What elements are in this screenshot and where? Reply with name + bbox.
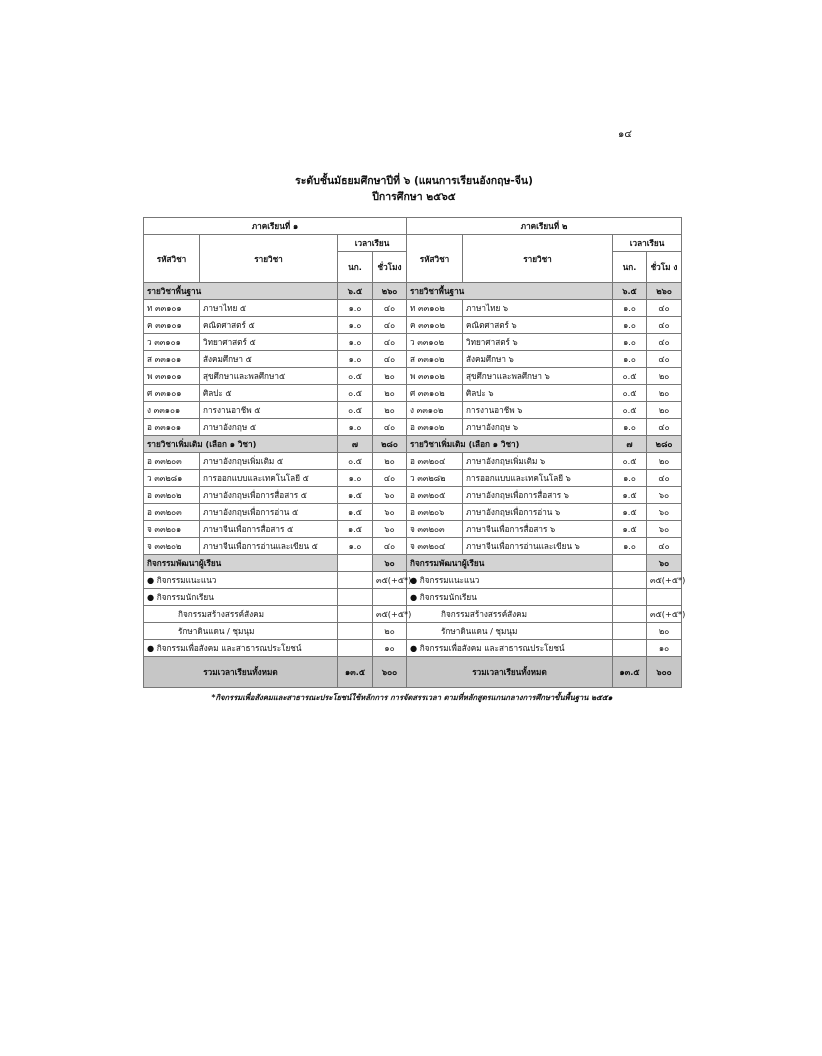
- course-hours: ๒๐: [647, 453, 682, 470]
- creative-activity-hours-s2: ๓๕(+๕*): [647, 606, 682, 623]
- col-credits-s1: นก.: [338, 252, 373, 283]
- course-code: ศ ๓๓๑๐๑: [144, 385, 200, 402]
- course-code: ว ๓๓๒๘๑: [144, 470, 200, 487]
- creative-activity-credits-s2: [613, 606, 647, 623]
- guidance-activity-hours-s2: ๓๕(+๕*): [647, 572, 682, 589]
- activities-header: [144, 555, 682, 572]
- course-credits: ๑.๐: [338, 538, 373, 555]
- student-activity-hours-s1: [373, 589, 407, 606]
- course-name: ภาษาอังกฤษเพิ่มเติม ๖: [463, 453, 613, 470]
- course-code: จ ๓๓๒๐๓: [407, 521, 463, 538]
- guidance-activity-label-s1: ● กิจกรรมแนะแนว: [144, 572, 338, 589]
- creative-activity-label-s2: กิจกรรมสร้างสรรค์สังคม: [407, 606, 613, 623]
- course-credits: ๐.๕: [613, 368, 647, 385]
- guidance-activity-credits-s2: [613, 572, 647, 589]
- course-credits: ๐.๕: [338, 368, 373, 385]
- activities-hours-s1: ๖๐: [373, 555, 407, 572]
- total-label-s1: รวมเวลาเรียนทั้งหมด: [144, 657, 338, 688]
- col-hours-s2: ชั่วโม ง: [647, 252, 682, 283]
- activities-label-s2: กิจกรรมพัฒนาผู้เรียน: [407, 555, 613, 572]
- course-code: ว ๓๓๒๘๒: [407, 470, 463, 487]
- course-hours: ๔๐: [647, 317, 682, 334]
- course-hours: ๔๐: [373, 317, 407, 334]
- course-credits: ๑.๕: [338, 487, 373, 504]
- course-name: คณิตศาสตร์ ๖: [463, 317, 613, 334]
- course-hours: ๖๐: [373, 504, 407, 521]
- course-name: วิทยาศาสตร์ ๕: [200, 334, 338, 351]
- social-activity-credits-s2: [613, 640, 647, 657]
- course-code: ง ๓๓๑๐๑: [144, 402, 200, 419]
- course-credits: ๑.๕: [613, 487, 647, 504]
- total-label-s2: รวมเวลาเรียนทั้งหมด: [407, 657, 613, 688]
- academic-year: ปีการศึกษา ๒๕๖๕: [372, 191, 456, 203]
- course-credits: ๑.๕: [613, 504, 647, 521]
- course-hours: ๒๐: [647, 385, 682, 402]
- guidance-activity-hours-s1: ๓๕(+๕*): [373, 572, 407, 589]
- course-name: ภาษาอังกฤษเพิ่มเติม ๕: [200, 453, 338, 470]
- course-name: สุขศึกษาและพลศึกษา ๖: [463, 368, 613, 385]
- course-hours: ๔๐: [647, 538, 682, 555]
- course-hours: ๔๐: [373, 300, 407, 317]
- course-hours: ๔๐: [373, 351, 407, 368]
- activities-credits-s1: [338, 555, 373, 572]
- territorial-activity-label-s1: รักษาดินแดน / ชุมนุม: [144, 623, 338, 640]
- course-name: ภาษาจีนเพื่อการอ่านและเขียน ๖: [463, 538, 613, 555]
- total-credits-s1: ๑๓.๕: [338, 657, 373, 688]
- course-code: ท ๓๓๑๐๒: [407, 300, 463, 317]
- course-code: ศ ๓๓๑๐๒: [407, 385, 463, 402]
- course-code: อ ๓๓๒๐๓: [144, 453, 200, 470]
- territorial-activity-hours-s2: ๒๐: [647, 623, 682, 640]
- course-hours: ๔๐: [373, 334, 407, 351]
- course-name: ภาษาอังกฤษ ๖: [463, 419, 613, 436]
- section-hours-s1: ๒๖๐: [373, 283, 407, 300]
- total-hours-s1: ๖๐๐: [373, 657, 407, 688]
- col-hours-s1: ชั่วโมง: [373, 252, 407, 283]
- additional-subjects-header: [144, 436, 682, 453]
- course-hours: ๔๐: [373, 470, 407, 487]
- course-name: วิทยาศาสตร์ ๖: [463, 334, 613, 351]
- course-credits: ๑.๐: [613, 419, 647, 436]
- course-row: [144, 334, 682, 351]
- course-name: ภาษาอังกฤษเพื่อการสื่อสาร ๖: [463, 487, 613, 504]
- curriculum-table: [143, 217, 686, 688]
- course-name: ภาษาอังกฤษเพื่อการอ่าน ๖: [463, 504, 613, 521]
- social-activity: [144, 640, 682, 657]
- course-credits: ๑.๐: [613, 351, 647, 368]
- course-name: ศิลปะ ๕: [200, 385, 338, 402]
- course-name: การงานอาชีพ ๖: [463, 402, 613, 419]
- territorial-activity-credits-s2: [613, 623, 647, 640]
- col-credits-s2: นก.: [613, 252, 647, 283]
- guidance-activity: [144, 572, 682, 589]
- course-hours: ๖๐: [647, 504, 682, 521]
- course-name: สังคมศึกษา ๖: [463, 351, 613, 368]
- col-study-time-s2: เวลาเรียน: [613, 235, 682, 252]
- territorial-activity-hours-s1: ๒๐: [373, 623, 407, 640]
- course-hours: ๒๐: [647, 368, 682, 385]
- section-hours-s2: ๒๘๐: [647, 436, 682, 453]
- footnote: *กิจกรรมเพื่อสังคมและสาธารณะประโยชน์ใช้หลักการ การจัดสรรเวลา ตามที่หลักสูตรแกนกลางการศึกษาขั้นพื้นฐาน ๒๕๕๑: [211, 693, 613, 702]
- course-row: [144, 453, 682, 470]
- course-credits: ๑.๐: [338, 351, 373, 368]
- course-credits: ๑.๐: [613, 300, 647, 317]
- course-row: [144, 538, 682, 555]
- social-activity-hours-s2: ๑๐: [647, 640, 682, 657]
- course-hours: ๒๐: [647, 402, 682, 419]
- col-code-s2: รหัสวิชา: [407, 235, 463, 283]
- course-credits: ๑.๐: [338, 470, 373, 487]
- course-row: [144, 368, 682, 385]
- course-hours: ๖๐: [373, 521, 407, 538]
- course-name: ภาษาจีนเพื่อการอ่านและเขียน ๕: [200, 538, 338, 555]
- course-name: สังคมศึกษา ๕: [200, 351, 338, 368]
- course-row: [144, 419, 682, 436]
- course-hours: ๔๐: [647, 351, 682, 368]
- student-activity-credits-s1: [338, 589, 373, 606]
- student-activity: [144, 589, 682, 606]
- course-code: ง ๓๓๑๐๒: [407, 402, 463, 419]
- semester-2-header: ภาคเรียนที่ ๒: [407, 218, 682, 235]
- course-credits: ๑.๐: [613, 470, 647, 487]
- total-hours-s2: ๖๐๐: [647, 657, 682, 688]
- course-hours: ๖๐: [647, 487, 682, 504]
- creative-activity-label-s1: กิจกรรมสร้างสรรค์สังคม: [144, 606, 338, 623]
- course-row: [144, 385, 682, 402]
- creative-activity-hours-s1: ๓๕(+๕*): [373, 606, 407, 623]
- course-credits: ๑.๐: [613, 317, 647, 334]
- course-hours: ๖๐: [647, 521, 682, 538]
- course-name: การออกแบบและเทคโนโลยี ๕: [200, 470, 338, 487]
- social-activity-label-s1: ● กิจกรรมเพื่อสังคม และสาธารณประโยชน์: [144, 640, 338, 657]
- course-code: ส ๓๓๑๐๒: [407, 351, 463, 368]
- course-code: ค ๓๓๑๐๑: [144, 317, 200, 334]
- course-name: ภาษาไทย ๕: [200, 300, 338, 317]
- guidance-activity-label-s2: ● กิจกรรมแนะแนว: [407, 572, 613, 589]
- course-name: สุขศึกษาและพลศึกษา๕: [200, 368, 338, 385]
- section-credits-s1: ๖.๕: [338, 283, 373, 300]
- basic-subjects-header: [144, 283, 682, 300]
- course-code: ค ๓๓๑๐๒: [407, 317, 463, 334]
- course-credits: ๐.๕: [613, 402, 647, 419]
- course-credits: ๑.๐: [338, 334, 373, 351]
- course-row: [144, 470, 682, 487]
- course-code: ส ๓๓๑๐๑: [144, 351, 200, 368]
- course-code: อ ๓๓๒๐๓: [144, 504, 200, 521]
- territorial-activity-label-s2: รักษาดินแดน / ชุมนุม: [407, 623, 613, 640]
- social-activity-hours-s1: ๑๐: [373, 640, 407, 657]
- course-name: ภาษาอังกฤษเพื่อการอ่าน ๕: [200, 504, 338, 521]
- course-code: ว ๓๓๑๐๑: [144, 334, 200, 351]
- course-row: [144, 300, 682, 317]
- course-name: ภาษาจีนเพื่อการสื่อสาร ๖: [463, 521, 613, 538]
- course-hours: ๔๐: [373, 419, 407, 436]
- course-hours: ๒๐: [373, 385, 407, 402]
- course-credits: ๑.๕: [613, 521, 647, 538]
- course-code: พ ๓๓๑๐๑: [144, 368, 200, 385]
- course-code: อ ๓๓๒๐๖: [407, 504, 463, 521]
- course-hours: ๒๐: [373, 402, 407, 419]
- course-credits: ๑.๕: [338, 504, 373, 521]
- student-activity-credits-s2: [613, 589, 647, 606]
- course-code: จ ๓๓๒๐๑: [144, 521, 200, 538]
- activities-label-s1: กิจกรรมพัฒนาผู้เรียน: [144, 555, 338, 572]
- course-hours: ๔๐: [647, 419, 682, 436]
- course-credits: ๐.๕: [338, 453, 373, 470]
- course-name: ภาษาอังกฤษ ๕: [200, 419, 338, 436]
- guidance-activity-credits-s1: [338, 572, 373, 589]
- course-code: พ ๓๓๑๐๒: [407, 368, 463, 385]
- section-hours-s1: ๒๘๐: [373, 436, 407, 453]
- social-activity-credits-s1: [338, 640, 373, 657]
- course-credits: ๑.๐: [613, 538, 647, 555]
- course-code: อ ๓๓๒๐๕: [407, 487, 463, 504]
- course-name: การออกแบบและเทคโนโลยี ๖: [463, 470, 613, 487]
- course-credits: ๑.๐: [338, 300, 373, 317]
- course-credits: ๐.๕: [338, 402, 373, 419]
- total-row: [144, 657, 682, 688]
- course-name: ภาษาไทย ๖: [463, 300, 613, 317]
- course-code: อ ๓๓๑๐๑: [144, 419, 200, 436]
- activities-hours-s2: ๖๐: [647, 555, 682, 572]
- course-code: ว ๓๓๑๐๒: [407, 334, 463, 351]
- course-credits: ๑.๐: [338, 317, 373, 334]
- course-name: ภาษาอังกฤษเพื่อการสื่อสาร ๕: [200, 487, 338, 504]
- course-row: [144, 487, 682, 504]
- col-subject-s2: รายวิชา: [463, 235, 613, 283]
- course-row: [144, 402, 682, 419]
- course-row: [144, 521, 682, 538]
- student-activity-label-s2: ● กิจกรรมนักเรียน: [407, 589, 613, 606]
- course-hours: ๔๐: [647, 300, 682, 317]
- course-hours: ๒๐: [373, 368, 407, 385]
- course-hours: ๔๐: [373, 538, 407, 555]
- col-code-s1: รหัสวิชา: [144, 235, 200, 283]
- semester-1-header: ภาคเรียนที่ ๑: [144, 218, 407, 235]
- course-credits: ๐.๕: [613, 453, 647, 470]
- course-hours: ๖๐: [373, 487, 407, 504]
- course-credits: ๑.๐: [338, 419, 373, 436]
- course-name: การงานอาชีพ ๕: [200, 402, 338, 419]
- course-row: [144, 351, 682, 368]
- col-subject-s1: รายวิชา: [200, 235, 338, 283]
- page-number: ๑๔: [618, 129, 632, 140]
- course-code: จ ๓๓๒๐๒: [144, 538, 200, 555]
- section-label-s2: รายวิชาเพิ่มเติม (เลือก ๑ วิชา): [407, 436, 613, 453]
- section-hours-s2: ๒๖๐: [647, 283, 682, 300]
- course-hours: ๒๐: [373, 453, 407, 470]
- page-title: ระดับชั้นมัธยมศึกษาปีที่ ๖ (แผนการเรียนอังกฤษ-จีน): [295, 175, 533, 187]
- section-credits-s1: ๗: [338, 436, 373, 453]
- course-row: [144, 504, 682, 521]
- course-credits: ๑.๕: [338, 521, 373, 538]
- course-hours: ๔๐: [647, 470, 682, 487]
- section-label-s2: รายวิชาพื้นฐาน: [407, 283, 613, 300]
- course-row: [144, 317, 682, 334]
- creative-activity: [144, 606, 682, 623]
- course-code: อ ๓๓๒๐๔: [407, 453, 463, 470]
- territorial-activity: [144, 623, 682, 640]
- course-name: คณิตศาสตร์ ๕: [200, 317, 338, 334]
- course-credits: ๑.๐: [613, 334, 647, 351]
- activities-credits-s2: [613, 555, 647, 572]
- student-activity-hours-s2: [647, 589, 682, 606]
- course-code: ท ๓๓๑๐๑: [144, 300, 200, 317]
- creative-activity-credits-s1: [338, 606, 373, 623]
- section-label-s1: รายวิชาพื้นฐาน: [144, 283, 338, 300]
- social-activity-label-s2: ● กิจกรรมเพื่อสังคม และสาธารณประโยชน์: [407, 640, 613, 657]
- section-credits-s2: ๗: [613, 436, 647, 453]
- course-name: ศิลปะ ๖: [463, 385, 613, 402]
- student-activity-label-s1: ● กิจกรรมนักเรียน: [144, 589, 338, 606]
- total-credits-s2: ๑๓.๕: [613, 657, 647, 688]
- section-label-s1: รายวิชาเพิ่มเติม (เลือก ๑ วิชา): [144, 436, 338, 453]
- course-hours: ๔๐: [647, 334, 682, 351]
- course-code: จ ๓๓๒๐๔: [407, 538, 463, 555]
- col-study-time-s1: เวลาเรียน: [338, 235, 407, 252]
- course-credits: ๐.๕: [338, 385, 373, 402]
- course-name: ภาษาจีนเพื่อการสื่อสาร ๕: [200, 521, 338, 538]
- course-credits: ๐.๕: [613, 385, 647, 402]
- course-code: อ ๓๓๑๐๒: [407, 419, 463, 436]
- course-code: อ ๓๓๒๐๒: [144, 487, 200, 504]
- section-credits-s2: ๖.๕: [613, 283, 647, 300]
- territorial-activity-credits-s1: [338, 623, 373, 640]
